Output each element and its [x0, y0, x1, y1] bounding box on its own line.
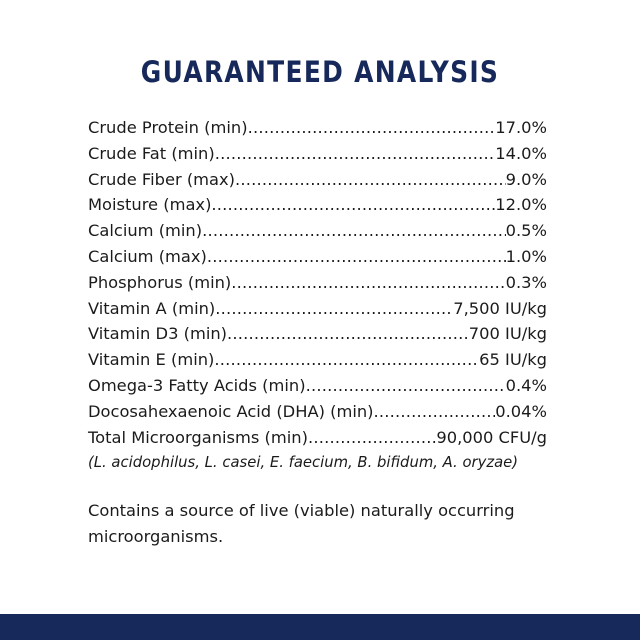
dot-leader	[207, 244, 506, 270]
analysis-table	[88, 115, 547, 475]
analysis-row	[88, 167, 547, 193]
row-value: 14.0%	[495, 143, 547, 163]
row-value: 0.5%	[505, 221, 547, 241]
dot-leader	[215, 296, 453, 322]
row-label: Omega-3 Fatty Acids (min)	[88, 375, 306, 395]
page-title: GUARANTEED ANALYSIS	[140, 55, 500, 89]
row-value: 0.4%	[505, 375, 547, 395]
row-label: Phosphorus (min)	[88, 272, 232, 292]
analysis-row	[88, 270, 547, 296]
row-value: 9.0%	[505, 169, 547, 189]
row-value: 65 IU/kg	[479, 350, 547, 370]
dot-leader	[231, 270, 505, 296]
dot-leader	[308, 425, 436, 451]
dot-leader	[374, 399, 496, 425]
row-label: Crude Fat (min)	[88, 143, 215, 163]
row-label: Crude Fiber (max)	[88, 169, 236, 189]
row-value: 700 IU/kg	[468, 324, 547, 344]
dot-leader	[235, 167, 506, 193]
dot-leader	[211, 192, 495, 218]
dot-leader	[214, 347, 479, 373]
footer-bar	[0, 614, 640, 640]
row-value: 1.0%	[505, 246, 547, 266]
row-label: Moisture (max)	[88, 195, 212, 215]
row-label: Crude Protein (min)	[88, 118, 248, 137]
row-value: 0.04%	[495, 401, 547, 421]
row-label: Calcium (min)	[88, 221, 203, 241]
row-label: Docosahexaenoic Acid (DHA) (min)	[88, 401, 374, 421]
analysis-row	[88, 115, 547, 141]
row-value: 0.3%	[505, 272, 547, 292]
analysis-row	[88, 321, 547, 347]
analysis-row	[88, 347, 547, 373]
analysis-row	[88, 399, 547, 425]
row-label: Vitamin D3 (min)	[88, 324, 228, 344]
analysis-row	[88, 141, 547, 167]
row-label: Total Microorganisms (min)	[88, 427, 308, 447]
dot-leader	[202, 218, 506, 244]
row-value: 7,500 IU/kg	[453, 298, 547, 318]
analysis-row	[88, 218, 547, 244]
analysis-row	[88, 192, 547, 218]
dot-leader	[248, 115, 496, 141]
analysis-row	[88, 425, 547, 451]
row-value: 90,000 CFU/g	[436, 427, 547, 447]
microorganism-sources: (L. acidophilus, L. casei, E. faecium, B. bifidum, A. oryzae)	[88, 454, 519, 472]
analysis-row	[88, 296, 547, 322]
row-label: Vitamin E (min)	[88, 350, 215, 370]
row-value: 17.0%	[495, 118, 547, 137]
dot-leader	[306, 373, 506, 399]
row-label: Vitamin A (min)	[88, 298, 216, 318]
analysis-row	[88, 244, 547, 270]
dot-leader	[227, 321, 469, 347]
live-microorganisms-note: Contains a source of live (viable) naturally occurring microorganisms.	[88, 501, 515, 546]
row-label: Calcium (max)	[88, 246, 207, 266]
dot-leader	[215, 141, 496, 167]
analysis-row	[88, 373, 547, 399]
row-value: 12.0%	[495, 195, 547, 215]
